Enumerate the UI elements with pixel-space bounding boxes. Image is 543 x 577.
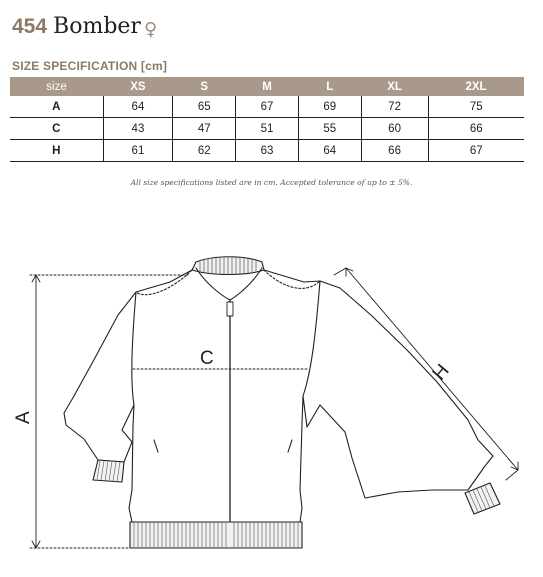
size-header-cell: L <box>298 77 361 96</box>
size-header-cell: S <box>173 77 236 96</box>
tolerance-note: All size specifications listed are in cm. Accepted tolerance of up to ± 5%. <box>130 178 413 187</box>
size-header-cell: M <box>236 77 299 96</box>
table-cell: 66 <box>361 140 428 162</box>
table-cell: 64 <box>298 140 361 162</box>
model-number: 454 <box>12 15 48 38</box>
jacket-body-outline <box>64 270 493 522</box>
size-table <box>10 77 524 162</box>
table-cell: 61 <box>103 140 173 162</box>
side-seam-right <box>303 281 320 396</box>
table-cell: 47 <box>173 118 236 140</box>
table-cell: 67 <box>428 140 524 162</box>
size-header-cell: 2XL <box>428 77 524 96</box>
table-cell: 63 <box>236 140 299 162</box>
pocket-left <box>154 440 158 452</box>
row-label: A <box>10 96 103 118</box>
table-cell: 62 <box>173 140 236 162</box>
product-title <box>12 14 157 44</box>
side-seam-left <box>132 292 136 405</box>
label-a: A <box>13 411 34 424</box>
measure-a <box>30 275 190 548</box>
table-cell: 43 <box>103 118 173 140</box>
table-cell: 66 <box>428 118 524 140</box>
table-cell: 75 <box>428 96 524 118</box>
table-cell: 67 <box>236 96 299 118</box>
row-label: C <box>10 118 103 140</box>
table-cell: 69 <box>298 96 361 118</box>
table-cell: 55 <box>298 118 361 140</box>
female-icon: ♀ <box>143 19 158 40</box>
table-cell: 65 <box>173 96 236 118</box>
size-header-cell: XS <box>103 77 173 96</box>
size-header-label: size <box>10 77 103 96</box>
zipper-pull <box>227 302 233 316</box>
spec-title: SIZE SPECIFICATION [cm] <box>12 59 168 73</box>
table-cell: 64 <box>103 96 173 118</box>
table-cell: 51 <box>236 118 299 140</box>
table-row <box>10 118 524 140</box>
table-cell: 60 <box>361 118 428 140</box>
table-row <box>10 96 524 118</box>
size-header-cell: XL <box>361 77 428 96</box>
label-h: H <box>428 360 454 385</box>
model-name: Bomber <box>53 14 141 39</box>
shoulder-seam-left <box>136 270 192 295</box>
size-header-row <box>10 77 524 96</box>
cuff-left <box>93 460 124 482</box>
label-c: C <box>200 348 214 369</box>
row-label: H <box>10 140 103 162</box>
measure-h <box>334 268 518 480</box>
table-row <box>10 140 524 162</box>
jacket-measurement-diagram <box>0 240 543 577</box>
waistband-ribbing <box>130 522 302 548</box>
pocket-right <box>288 440 292 452</box>
table-cell: 72 <box>361 96 428 118</box>
